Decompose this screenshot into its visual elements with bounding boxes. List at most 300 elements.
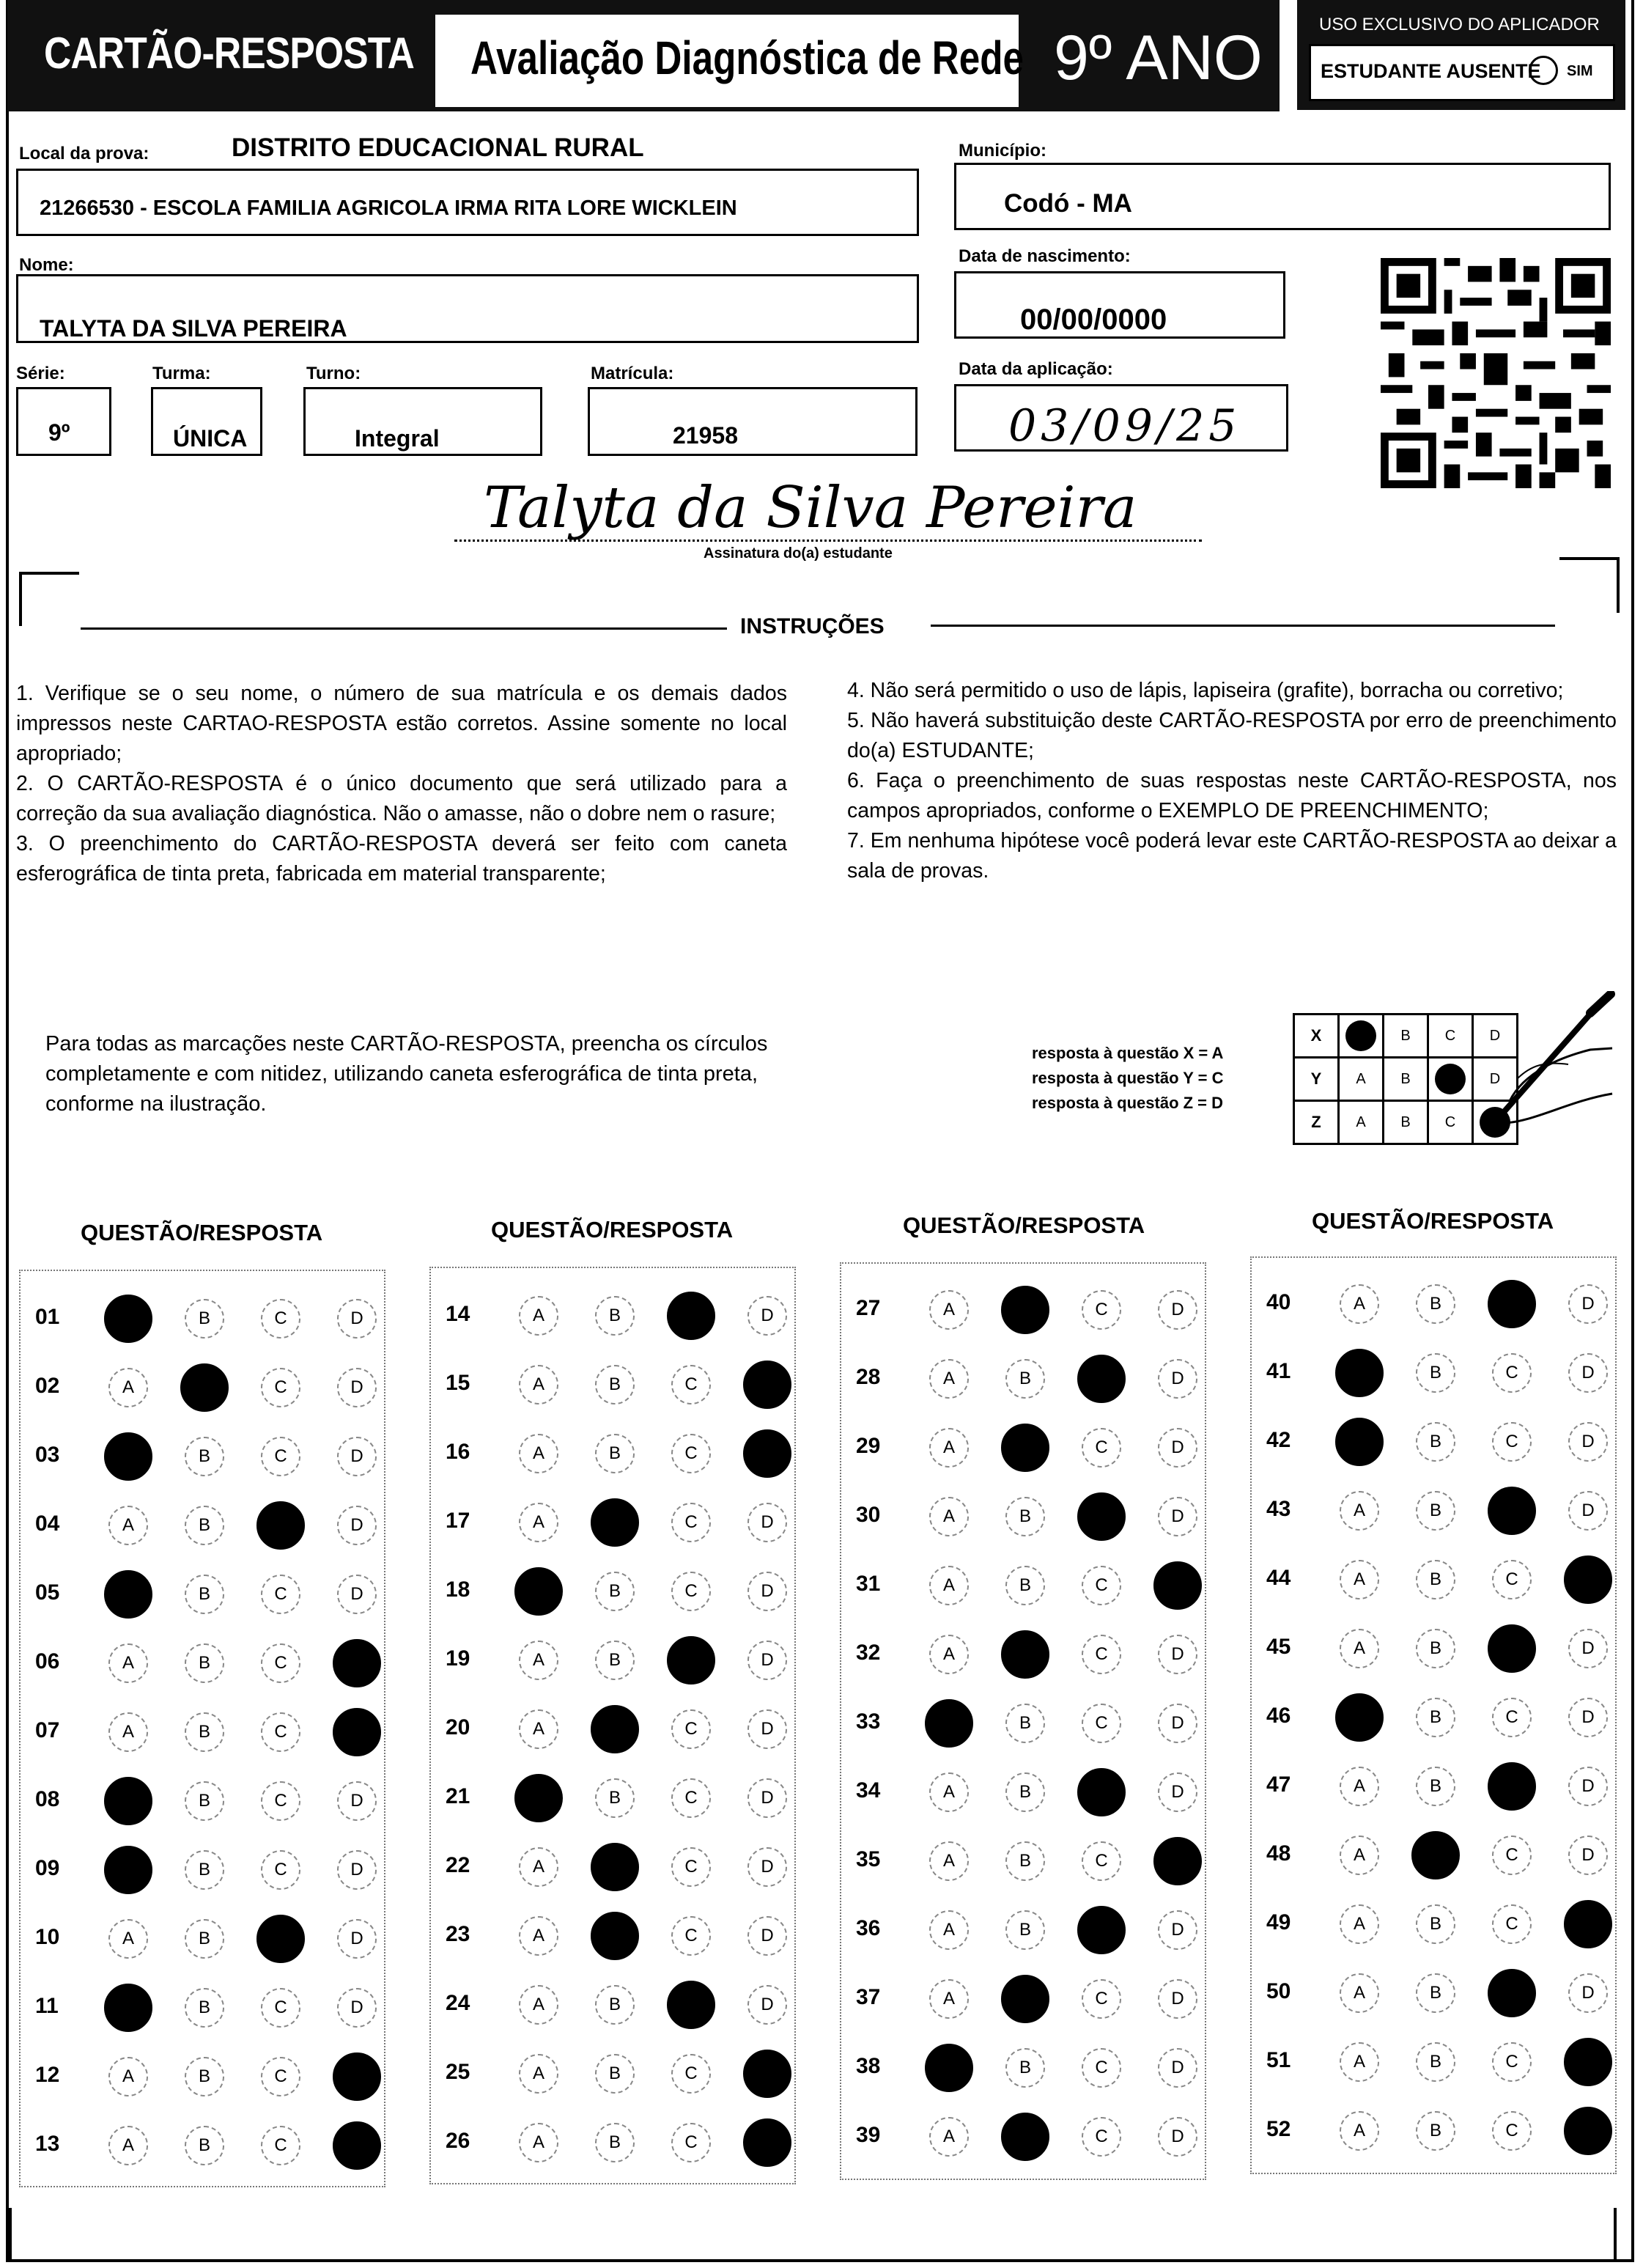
answer-bubble[interactable]: A	[108, 2057, 148, 2096]
answer-bubble[interactable]: D	[1568, 1422, 1608, 1462]
answer-bubble[interactable]: C	[671, 1916, 711, 1956]
instruction-3: 3. O preenchimento do CARTÃO-RESPOSTA deverá ser feito com caneta esferográfica de tinta preta, fabricada em material transparente;	[16, 832, 787, 886]
answer-bubble[interactable]: B	[185, 1781, 224, 1821]
answer-bubble-filled[interactable]	[104, 1984, 152, 2032]
answer-bubble[interactable]: A	[519, 1847, 558, 1887]
question-row	[446, 1838, 790, 1897]
question-row	[1266, 1620, 1611, 1679]
answer-bubble[interactable]: C	[671, 1572, 711, 1611]
answer-bubble-filled[interactable]	[1077, 1355, 1126, 1403]
question-row	[856, 1419, 1200, 1478]
answer-bubble[interactable]: C	[1492, 2111, 1532, 2151]
answer-bubble[interactable]: A	[519, 1503, 558, 1542]
answer-bubble[interactable]: A	[108, 1919, 148, 1959]
answer-bubble-filled[interactable]	[256, 1501, 305, 1550]
example-option: A	[1339, 1101, 1384, 1144]
question-number: 44	[1266, 1566, 1291, 1590]
answer-bubble-filled[interactable]	[1001, 1630, 1049, 1679]
instr-rule-right	[931, 625, 1555, 627]
answer-bubble[interactable]: D	[1568, 1767, 1608, 1806]
answer-bubble[interactable]: A	[1340, 1836, 1379, 1875]
nome-label: Nome:	[19, 255, 74, 275]
instruction-4: 4. Não será permitido o uso de lápis, lapiseira (grafite), borracha ou corretivo;	[847, 679, 1564, 702]
answer-bubble-filled[interactable]	[591, 1498, 639, 1547]
answer-bubble[interactable]: A	[1340, 1284, 1379, 1324]
answer-bubble[interactable]: C	[1082, 1841, 1121, 1881]
answer-bubble[interactable]: A	[519, 1709, 558, 1749]
nome-value: TALYTA DA SILVA PEREIRA	[40, 315, 347, 342]
answer-bubble-filled[interactable]	[743, 2050, 791, 2098]
answer-bubble[interactable]: C	[261, 2126, 300, 2165]
answer-bubble[interactable]: A	[929, 1910, 969, 1950]
answer-bubble[interactable]: A	[1340, 2042, 1379, 2082]
answer-bubble[interactable]: D	[1568, 1973, 1608, 2013]
column-header: QUESTÃO/RESPOSTA	[491, 1217, 734, 1242]
answer-bubble-filled[interactable]	[1077, 1492, 1126, 1541]
answer-bubble[interactable]: B	[185, 1299, 224, 1339]
nascimento-value: 00/00/0000	[1020, 303, 1167, 336]
answer-bubble[interactable]: C	[1492, 1353, 1532, 1393]
answer-bubble[interactable]: A	[1340, 1904, 1379, 1944]
answer-bubble[interactable]: D	[337, 1919, 377, 1959]
question-row	[1266, 1551, 1611, 1610]
answer-bubble[interactable]: D	[337, 1850, 377, 1890]
answer-bubble[interactable]: B	[185, 1919, 224, 1959]
answer-bubble[interactable]: B	[595, 1434, 635, 1473]
answer-bubble[interactable]: A	[519, 2054, 558, 2094]
school-value: 21266530 - ESCOLA FAMILIA AGRICOLA IRMA RITA LORE WICKLEIN	[40, 196, 737, 220]
question-number: 45	[1266, 1635, 1291, 1659]
answer-bubble-filled[interactable]	[1001, 1424, 1049, 1472]
answer-bubble[interactable]: B	[1005, 1772, 1045, 1812]
answer-bubble[interactable]: A	[108, 1368, 148, 1407]
example-option: C	[1428, 1015, 1473, 1058]
question-row	[856, 1626, 1200, 1685]
local-label: Local da prova:	[19, 144, 149, 163]
answer-bubble[interactable]: D	[1158, 1290, 1197, 1330]
answer-bubble[interactable]: B	[1005, 1910, 1045, 1950]
question-row	[446, 1287, 790, 1346]
answer-bubble-filled[interactable]	[1153, 1561, 1202, 1610]
answer-bubble[interactable]: B	[1416, 2042, 1455, 2082]
answer-bubble[interactable]: C	[1492, 1904, 1532, 1944]
answer-bubble[interactable]: B	[595, 2123, 635, 2162]
example-filled-bubble	[1428, 1058, 1473, 1101]
answer-bubble[interactable]: A	[108, 2126, 148, 2165]
answer-bubble-filled[interactable]	[180, 1363, 229, 1412]
answer-bubble[interactable]: B	[595, 1296, 635, 1336]
answer-bubble[interactable]: C	[261, 1437, 300, 1476]
instruction-7: 7. Em nenhuma hipótese você poderá levar este CARTÃO-RESPOSTA ao deixar a sala de provas.	[847, 829, 1617, 883]
column-header: QUESTÃO/RESPOSTA	[1312, 1208, 1554, 1234]
answer-bubble-filled[interactable]	[514, 1774, 563, 1822]
answer-bubble[interactable]: B	[595, 1778, 635, 1818]
answer-bubble-filled[interactable]	[104, 1432, 152, 1481]
answer-bubble[interactable]: A	[929, 1566, 969, 1605]
answer-bubble-filled[interactable]	[104, 1846, 152, 1894]
answer-bubble[interactable]: B	[595, 1641, 635, 1680]
answer-bubble[interactable]: A	[519, 2123, 558, 2162]
question-number: 17	[446, 1509, 470, 1533]
answer-bubble[interactable]: D	[337, 1299, 377, 1339]
answer-bubble[interactable]: D	[337, 1506, 377, 1545]
answer-bubble-filled[interactable]	[1411, 1831, 1460, 1879]
answer-bubble[interactable]: A	[1340, 1491, 1379, 1531]
answer-bubble[interactable]: A	[519, 1365, 558, 1404]
answer-bubble[interactable]: C	[261, 2057, 300, 2096]
answer-bubble[interactable]: B	[595, 1985, 635, 2025]
answer-bubble[interactable]: C	[261, 1712, 300, 1752]
answer-bubble-filled[interactable]	[333, 1708, 381, 1756]
answer-bubble-filled[interactable]	[333, 2052, 381, 2101]
municipio-value: Codó - MA	[1004, 189, 1132, 218]
question-row	[35, 1497, 380, 1555]
answer-bubble[interactable]: B	[1005, 1566, 1045, 1605]
question-number: 27	[856, 1296, 881, 1320]
answer-bubble[interactable]: A	[519, 1641, 558, 1680]
answer-bubble[interactable]: D	[747, 1847, 787, 1887]
answer-bubble-filled[interactable]	[1001, 2113, 1049, 2161]
answer-bubble[interactable]: B	[185, 1575, 224, 1614]
question-row	[856, 2108, 1200, 2167]
answer-bubble[interactable]: D	[747, 1709, 787, 1749]
answer-bubble-filled[interactable]	[1335, 1693, 1384, 1742]
question-number: 25	[446, 2060, 470, 2084]
answer-bubble-filled[interactable]	[925, 1699, 973, 1748]
answer-bubble[interactable]: D	[1158, 1772, 1197, 1812]
answer-bubble[interactable]: B	[185, 1988, 224, 2028]
answer-bubble[interactable]: B	[185, 2057, 224, 2096]
answer-bubble-filled[interactable]	[591, 1705, 639, 1753]
answer-bubble[interactable]: C	[261, 1850, 300, 1890]
answer-bubble[interactable]: B	[1416, 1767, 1455, 1806]
answer-bubble[interactable]: C	[261, 1575, 300, 1614]
answer-bubble[interactable]: C	[671, 1365, 711, 1404]
answer-bubble-filled[interactable]	[1153, 1837, 1202, 1885]
corner-top-right	[1559, 557, 1620, 613]
question-row	[856, 1695, 1200, 1753]
question-number: 36	[856, 1916, 881, 1940]
answer-bubble[interactable]: B	[185, 1437, 224, 1476]
question-number: 29	[856, 1434, 881, 1458]
answer-bubble[interactable]: C	[261, 1299, 300, 1339]
answer-bubble[interactable]: C	[1082, 1635, 1121, 1674]
answer-bubble-filled[interactable]	[1564, 2107, 1612, 2155]
answer-bubble[interactable]: A	[929, 1359, 969, 1399]
answer-bubble[interactable]: A	[929, 1772, 969, 1812]
answer-bubble[interactable]: D	[337, 1368, 377, 1407]
answer-bubble[interactable]: A	[929, 1979, 969, 2019]
column-header: QUESTÃO/RESPOSTA	[903, 1212, 1145, 1238]
answer-bubble[interactable]: B	[185, 1712, 224, 1752]
answer-bubble[interactable]: C	[1082, 1290, 1121, 1330]
instr-rule-left	[81, 627, 727, 630]
answer-bubble[interactable]: B	[1416, 1560, 1455, 1599]
answer-bubble[interactable]: A	[1340, 1973, 1379, 2013]
question-number: 06	[35, 1649, 60, 1674]
answer-bubble[interactable]: D	[337, 1988, 377, 2028]
answer-bubble[interactable]: A	[519, 1916, 558, 1956]
answer-bubble-filled[interactable]	[333, 1639, 381, 1687]
answer-bubble[interactable]: B	[1416, 2111, 1455, 2151]
example-key: X	[1294, 1015, 1339, 1058]
answer-bubble[interactable]: D	[747, 1503, 787, 1542]
question-row	[1266, 1758, 1611, 1816]
answer-bubble[interactable]: C	[261, 1781, 300, 1821]
answer-bubble-filled[interactable]	[667, 1981, 715, 2029]
answer-bubble[interactable]: C	[1082, 2117, 1121, 2157]
answer-bubble-filled[interactable]	[1488, 1280, 1536, 1328]
answer-bubble-filled[interactable]	[1488, 1762, 1536, 1811]
answer-bubble[interactable]: C	[1492, 1836, 1532, 1875]
answer-bubble[interactable]: B	[595, 2054, 635, 2094]
answer-bubble[interactable]: B	[595, 1572, 635, 1611]
answer-bubble[interactable]: B	[595, 1365, 635, 1404]
answer-bubble[interactable]: D	[1158, 2117, 1197, 2157]
answer-bubble[interactable]: A	[519, 1985, 558, 2025]
answer-bubble[interactable]: D	[1158, 1428, 1197, 1468]
answer-bubble[interactable]: C	[1082, 1979, 1121, 2019]
answer-bubble-filled[interactable]	[591, 1912, 639, 1960]
answer-bubble-filled[interactable]	[1488, 1624, 1536, 1673]
answer-bubble-filled[interactable]	[1001, 1975, 1049, 2023]
answer-bubble[interactable]: C	[671, 1709, 711, 1749]
answer-bubble[interactable]: A	[108, 1506, 148, 1545]
turno-value: Integral	[355, 425, 440, 452]
example-line-x: resposta à questão X = A	[1032, 1044, 1224, 1062]
question-row	[856, 2039, 1200, 2098]
answer-bubble[interactable]: D	[747, 1641, 787, 1680]
answer-bubble-filled[interactable]	[667, 1292, 715, 1340]
answer-bubble[interactable]: D	[747, 1572, 787, 1611]
answer-bubble[interactable]: D	[1568, 1284, 1608, 1324]
turno-label: Turno:	[306, 364, 361, 383]
answer-bubble[interactable]: C	[1492, 1698, 1532, 1737]
answer-bubble-filled[interactable]	[1001, 1286, 1049, 1334]
answer-bubble[interactable]: C	[1492, 1560, 1532, 1599]
answer-bubble[interactable]: C	[261, 1988, 300, 2028]
question-number: 08	[35, 1787, 60, 1811]
answer-bubble-filled[interactable]	[1335, 1418, 1384, 1466]
answer-bubble[interactable]: A	[1340, 1767, 1379, 1806]
answer-bubble[interactable]: D	[1568, 1353, 1608, 1393]
answer-bubble[interactable]: A	[1340, 2111, 1379, 2151]
answer-bubble[interactable]: B	[1005, 1359, 1045, 1399]
answer-bubble-filled[interactable]	[333, 2121, 381, 2170]
answer-bubble-filled[interactable]	[1335, 1349, 1384, 1397]
question-number: 26	[446, 2129, 470, 2153]
answer-bubble-filled[interactable]	[1564, 1555, 1612, 1604]
question-row	[1266, 2102, 1611, 2161]
question-number: 43	[1266, 1497, 1291, 1521]
local-value: DISTRITO EDUCACIONAL RURAL	[232, 133, 644, 162]
answer-bubble-filled[interactable]	[514, 1567, 563, 1616]
question-number: 50	[1266, 1979, 1291, 2003]
answer-bubble-filled[interactable]	[1564, 2038, 1612, 2086]
example-option: D	[1473, 1058, 1518, 1101]
answer-bubble[interactable]: B	[1416, 1973, 1455, 2013]
answer-bubble-filled[interactable]	[743, 2118, 791, 2167]
answer-bubble-filled[interactable]	[925, 2044, 973, 2092]
question-number: 34	[856, 1778, 881, 1803]
answer-bubble[interactable]: D	[1568, 1698, 1608, 1737]
answer-bubble[interactable]: B	[1005, 1704, 1045, 1743]
question-row	[35, 1635, 380, 1693]
answer-bubble[interactable]: C	[1492, 1422, 1532, 1462]
answer-bubble-filled[interactable]	[256, 1915, 305, 1963]
question-row	[35, 1979, 380, 2038]
example-option: B	[1384, 1101, 1428, 1144]
answer-bubble-filled[interactable]	[104, 1570, 152, 1619]
answer-bubble[interactable]: A	[929, 1428, 969, 1468]
answer-bubble-filled[interactable]	[104, 1295, 152, 1343]
answer-bubble[interactable]: C	[671, 1778, 711, 1818]
answer-bubble[interactable]: D	[747, 1296, 787, 1336]
instruction-2: 2. O CARTÃO-RESPOSTA é o único documento que será utilizado para a correção da sua avaliação diagnóstica. Não o amasse, não o dobre nem o rasure;	[16, 772, 787, 825]
turma-value: ÚNICA	[173, 425, 248, 452]
question-row	[35, 1910, 380, 1969]
answer-bubble-filled[interactable]	[1077, 1906, 1126, 1954]
answer-bubble[interactable]: A	[929, 1841, 969, 1881]
answer-bubble[interactable]: C	[261, 1368, 300, 1407]
question-row	[856, 1557, 1200, 1616]
answer-bubble[interactable]: A	[519, 1434, 558, 1473]
example-labels	[1032, 1041, 1223, 1116]
instructions-title: INSTRUÇÕES	[740, 614, 885, 638]
answer-bubble[interactable]: D	[1568, 1491, 1608, 1531]
answer-bubble[interactable]: D	[747, 1985, 787, 2025]
answer-bubble[interactable]: A	[108, 1643, 148, 1683]
question-row	[446, 1632, 790, 1690]
question-number: 35	[856, 1847, 881, 1871]
answer-bubble[interactable]: A	[929, 1290, 969, 1330]
answer-bubble[interactable]: D	[1158, 1910, 1197, 1950]
question-row	[35, 1704, 380, 1762]
question-number: 51	[1266, 2048, 1291, 2072]
answer-bubble-filled[interactable]	[1564, 1900, 1612, 1948]
example-option: C	[1428, 1101, 1473, 1144]
question-number: 33	[856, 1709, 881, 1734]
answer-bubble[interactable]: D	[337, 1575, 377, 1614]
grade-label: 9º ANO	[1054, 23, 1263, 93]
answer-bubble[interactable]: D	[1568, 1836, 1608, 1875]
instructions-right	[847, 676, 1617, 886]
filled-dot	[1345, 1020, 1376, 1051]
answer-bubble-filled[interactable]	[743, 1361, 791, 1409]
answer-bubble[interactable]: A	[108, 1712, 148, 1752]
answer-bubble-filled[interactable]	[1077, 1768, 1126, 1816]
answer-bubble[interactable]: A	[519, 1296, 558, 1336]
serie-value: 9º	[48, 419, 70, 446]
answer-bubble[interactable]: C	[1082, 1566, 1121, 1605]
question-number: 15	[446, 1371, 470, 1395]
example-filled-bubble	[1339, 1015, 1384, 1058]
answer-bubble[interactable]: C	[1082, 1428, 1121, 1468]
question-row	[1266, 1344, 1611, 1403]
answer-bubble[interactable]: D	[1158, 1704, 1197, 1743]
answer-bubble[interactable]: A	[1340, 1560, 1379, 1599]
answer-bubble[interactable]: C	[1492, 2042, 1532, 2082]
answer-bubble[interactable]: B	[185, 1850, 224, 1890]
answer-bubble-filled[interactable]	[667, 1636, 715, 1685]
question-number: 40	[1266, 1290, 1291, 1314]
answer-bubble[interactable]: D	[337, 1437, 377, 1476]
question-row	[35, 1772, 380, 1831]
answer-bubble[interactable]: D	[337, 1781, 377, 1821]
answer-bubble[interactable]: B	[1416, 1284, 1455, 1324]
signature-line	[454, 540, 1202, 542]
question-number: 12	[35, 2063, 60, 2087]
question-number: 07	[35, 1718, 60, 1742]
answer-bubble[interactable]: B	[1416, 1629, 1455, 1668]
answer-bubble[interactable]: A	[929, 1635, 969, 1674]
answer-bubble[interactable]: B	[1005, 2048, 1045, 2088]
matricula-box	[588, 387, 918, 456]
answer-bubble[interactable]: C	[1082, 1704, 1121, 1743]
question-row	[1266, 1275, 1611, 1334]
answer-bubble-filled[interactable]	[1488, 1487, 1536, 1535]
answer-bubble-filled[interactable]	[743, 1429, 791, 1478]
example-key: Z	[1294, 1101, 1339, 1144]
instruction-5: 5. Não haverá substituição deste CARTÃO-RESPOSTA por erro de preenchimento do(a) ESTUDANTE;	[847, 709, 1617, 762]
question-number: 19	[446, 1646, 470, 1671]
answer-bubble[interactable]: C	[671, 2123, 711, 2162]
question-row	[856, 1350, 1200, 1409]
answer-bubble[interactable]: B	[1416, 1422, 1455, 1462]
question-number: 05	[35, 1580, 60, 1605]
answer-bubble[interactable]: C	[671, 1503, 711, 1542]
answer-bubble[interactable]: B	[1416, 1491, 1455, 1531]
question-number: 28	[856, 1365, 881, 1389]
answer-bubble[interactable]: D	[1158, 1497, 1197, 1536]
answer-bubble[interactable]: D	[1158, 1359, 1197, 1399]
answer-bubble[interactable]: B	[185, 2126, 224, 2165]
question-row	[446, 1976, 790, 2035]
answer-bubble[interactable]: A	[1340, 1629, 1379, 1668]
answer-bubble[interactable]: B	[1416, 1698, 1455, 1737]
answer-bubble[interactable]: C	[671, 1434, 711, 1473]
fill-instructions: Para todas as marcações neste CARTÃO-RESPOSTA, preencha os círculos completamente e com nitidez, utilizando caneta esferográfica de tinta preta, conforme na ilustração.	[45, 1032, 768, 1116]
answer-bubble[interactable]: B	[185, 1643, 224, 1683]
question-row	[446, 1563, 790, 1621]
answer-bubble[interactable]: B	[1416, 1353, 1455, 1393]
answer-bubble[interactable]: B	[1005, 1497, 1045, 1536]
answer-bubble[interactable]: B	[185, 1506, 224, 1545]
answer-bubble[interactable]: C	[261, 1643, 300, 1683]
answer-bubble-filled[interactable]	[104, 1777, 152, 1825]
question-number: 22	[446, 1853, 470, 1877]
answer-bubble[interactable]: D	[1158, 1979, 1197, 2019]
answer-bubble[interactable]: D	[747, 1916, 787, 1956]
answer-bubble[interactable]: D	[1158, 2048, 1197, 2088]
answer-bubble-filled[interactable]	[1488, 1969, 1536, 2017]
answer-bubble[interactable]: C	[671, 1847, 711, 1887]
answer-bubble[interactable]: B	[1416, 1904, 1455, 1944]
answer-bubble[interactable]: D	[1568, 1629, 1608, 1668]
answer-bubble[interactable]: D	[1158, 1635, 1197, 1674]
answer-bubble[interactable]: A	[929, 1497, 969, 1536]
question-row	[856, 1764, 1200, 1822]
answer-bubble[interactable]: C	[671, 2054, 711, 2094]
absent-bubble[interactable]	[1529, 56, 1558, 85]
answer-bubble[interactable]: D	[747, 1778, 787, 1818]
answer-bubble-filled[interactable]	[591, 1843, 639, 1891]
municipio-label: Município:	[959, 141, 1046, 161]
question-number: 16	[446, 1440, 470, 1464]
answer-bubble[interactable]: A	[929, 2117, 969, 2157]
answer-bubble[interactable]: C	[1082, 2048, 1121, 2088]
answer-bubble[interactable]: B	[1005, 1841, 1045, 1881]
